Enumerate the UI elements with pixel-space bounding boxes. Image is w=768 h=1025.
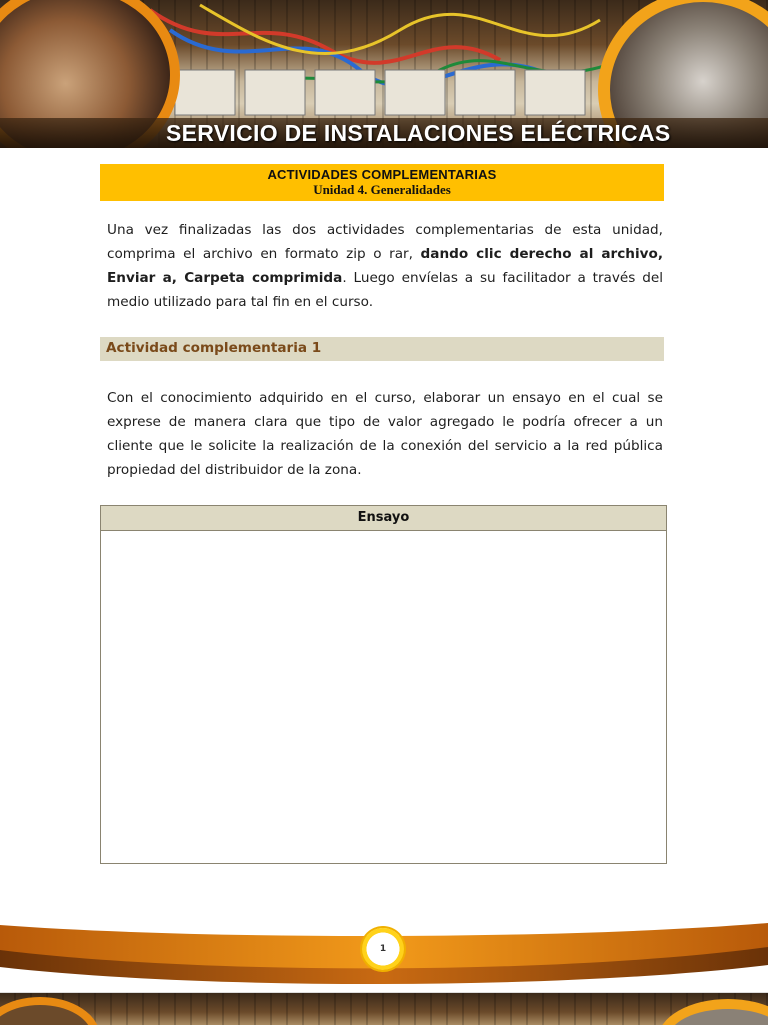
activity1-section-bar — [100, 337, 664, 361]
intro-paragraph — [107, 218, 663, 314]
next-page-banner — [0, 992, 768, 1025]
activity1-title: Actividad complementaria 1 — [106, 340, 322, 356]
essay-box — [100, 505, 667, 864]
activities-heading — [100, 164, 664, 201]
heading-subtitle: Unidad 4. Generalidades — [313, 182, 451, 197]
intro-text-after: . Luego envíelas a su facilitador a través del medio utilizado para tal fin en el curso. — [107, 270, 663, 310]
intro-text-before: Una vez finalizadas las dos actividades complementarias de esta unidad, comprima el archivo en formato zip o rar, — [107, 222, 663, 262]
essay-header: Ensayo — [101, 506, 666, 531]
intro-bold-instructions: dando clic derecho al archivo, Enviar a, Carpeta comprimida — [107, 246, 664, 286]
header-banner — [0, 0, 768, 148]
next-page-left-photo — [0, 997, 100, 1025]
banner-title: SERVICIO DE INSTALACIONES ELÉCTRICAS — [166, 120, 671, 146]
page-number-badge: 1 — [362, 928, 404, 970]
activity1-description: Con el conocimiento adquirido en el curso, elaborar un ensayo en el cual se exprese de manera clara que tipo de valor agregado le podría ofrecer a un cliente que le solicite la realización de la conexión del servicio a la red pública propiedad del distribuidor de la zona. — [107, 390, 663, 478]
heading-title: ACTIVIDADES COMPLEMENTARIAS — [267, 167, 497, 182]
next-page-right-photo — [658, 999, 768, 1025]
